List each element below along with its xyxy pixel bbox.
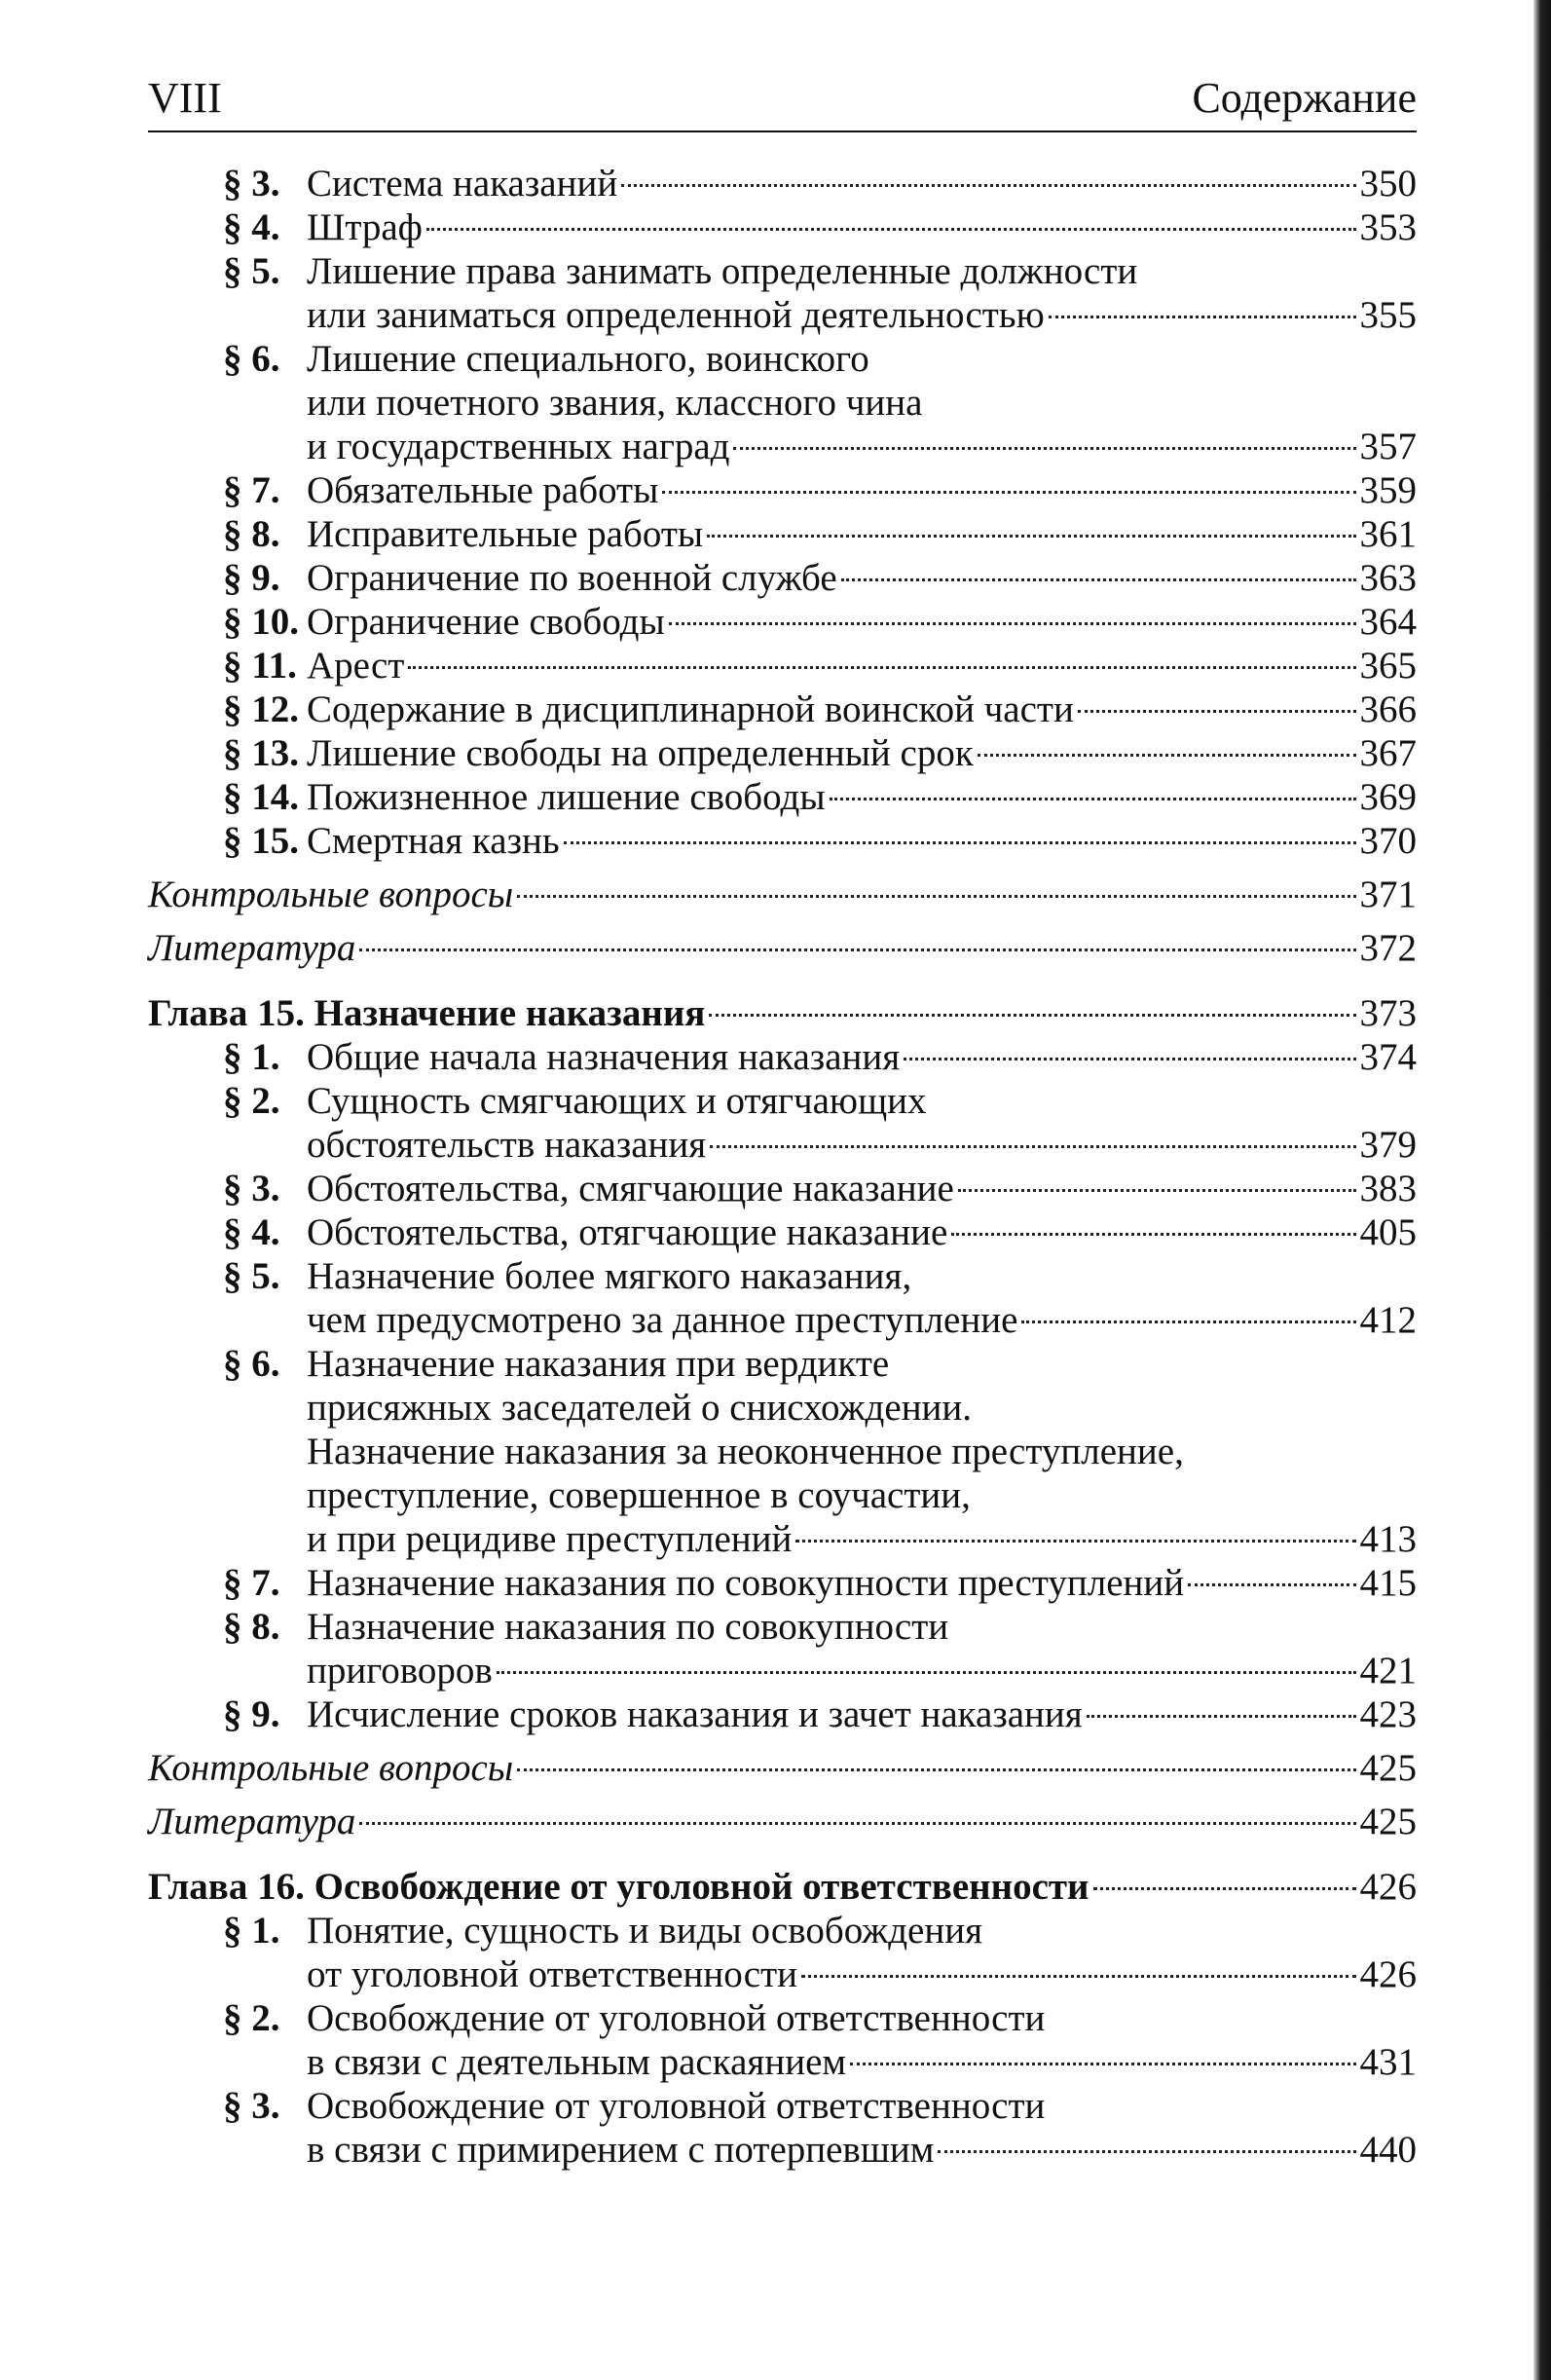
entry-title-line: преступление, совершенное в соучастии, [307,1474,971,1516]
entry-title-line: Лишение специального, воинского [307,338,869,380]
section-number: § 3. [223,163,280,205]
entry-title: чем предусмотрено за данное преступление [307,1299,1018,1341]
page-ref: 405 [1359,1211,1417,1253]
dot-leader [710,1145,1355,1148]
dot-leader [564,841,1356,844]
page-edge-shadow [1533,0,1551,2380]
entry-title: Арест [307,645,405,687]
dot-leader [978,754,1356,757]
dot-leader [497,1671,1356,1674]
entry-title-line: Назначение более мягкого наказания, [307,1255,912,1297]
toc-section[interactable] [148,1079,1417,1167]
entry-title: в связи с примирением с потерпевшим [307,2129,935,2171]
dot-leader [938,2150,1355,2153]
page-ref: 423 [1359,1693,1417,1735]
section-number: § 9. [223,1693,280,1735]
toc-section[interactable] [148,600,1417,644]
toc-section[interactable] [148,556,1417,600]
page-number: VIII [148,74,222,122]
page-ref: 383 [1359,1168,1417,1209]
toc-section[interactable] [148,1210,1417,1254]
toc-section[interactable] [148,1996,1417,2084]
dot-leader [1078,710,1356,713]
section-number: § 3. [223,1168,280,1209]
page-ref: 366 [1359,688,1417,730]
page-ref: 357 [1359,426,1417,467]
toc-misc-entry[interactable] [148,1746,1417,1790]
dot-leader [426,228,1356,231]
dot-leader [951,1233,1355,1236]
entry-title: обстоятельств наказания [307,1124,707,1166]
page-ref: 379 [1359,1124,1417,1166]
entry-title: Ограничение свободы [307,601,665,643]
page-ref: 355 [1359,294,1417,336]
entry-title: Обстоятельства, отягчающие наказание [307,1211,948,1253]
page-ref: 440 [1359,2129,1417,2171]
entry-title-line: Сущность смягчающих и отягчающих [307,1080,927,1122]
toc-section[interactable] [148,1254,1417,1342]
page-ref: 364 [1359,601,1417,643]
section-number: § 5. [223,1255,280,1297]
entry-title: Литература [148,1801,356,1842]
page-ref: 431 [1359,2041,1417,2083]
entry-title: и государственных наград [307,426,730,467]
toc-section[interactable] [148,1561,1417,1605]
page-ref: 413 [1359,1518,1417,1560]
toc-section[interactable] [148,1035,1417,1079]
section-number: § 1. [223,1036,280,1078]
toc-section[interactable] [148,1605,1417,1692]
page-ref: 353 [1359,206,1417,248]
toc-section[interactable] [148,644,1417,688]
section-number: § 7. [223,1562,280,1604]
entry-title-line: Назначение наказания за неоконченное преступление, [307,1431,1184,1472]
dot-leader [1021,1320,1355,1323]
page-ref: 370 [1359,820,1417,862]
section-number: § 11. [223,645,297,687]
dot-leader [709,1014,1355,1017]
page-ref: 367 [1359,732,1417,774]
section-number: § 4. [223,206,280,248]
page-ref: 359 [1359,469,1417,511]
entry-title: и при рецидиве преступлений [307,1518,793,1560]
toc-section[interactable] [148,1692,1417,1736]
page-ref: 425 [1359,1747,1417,1789]
section-number: § 9. [223,557,280,599]
toc-section[interactable] [148,249,1417,337]
dot-leader [841,578,1356,581]
table-of-contents [148,162,1417,2172]
section-number: § 15. [223,820,299,862]
page-ref: 369 [1359,776,1417,818]
toc-section[interactable] [148,819,1417,863]
toc-section[interactable] [148,775,1417,819]
page-ref: 361 [1359,513,1417,555]
dot-leader [1049,316,1356,318]
entry-title-line: Назначение наказания при вердикте [307,1343,890,1385]
entry-title: или заниматься определенной деятельностью [307,294,1045,336]
page-ref: 425 [1359,1801,1417,1842]
section-number: § 4. [223,1211,280,1253]
entry-title-line: Лишение права занимать определенные должности [307,250,1138,292]
entry-title-line: присяжных заседателей о снисхождении. [307,1387,973,1429]
page-ref: 415 [1359,1562,1417,1604]
entry-title-line: Освобождение от уголовной ответственности [307,2085,1046,2127]
page-ref: 412 [1359,1299,1417,1341]
entry-title: Штраф [307,206,423,248]
section-number: § 3. [223,2085,280,2127]
section-number: § 8. [223,513,280,555]
dot-leader [408,666,1355,669]
entry-title: Назначение наказания по совокупности преступлений [307,1562,1185,1604]
toc-section[interactable] [148,205,1417,249]
dot-leader [733,447,1355,450]
section-number: § 1. [223,1910,280,1952]
dot-leader [801,1975,1356,1978]
toc-section[interactable] [148,731,1417,775]
entry-title: Система наказаний [307,163,618,205]
section-number: § 5. [223,250,280,292]
entry-title: в связи с деятельным раскаянием [307,2041,847,2083]
dot-leader [359,948,1355,951]
dot-leader [850,2063,1355,2065]
dot-leader [621,184,1355,187]
entry-title: Ограничение по военной службе [307,557,837,599]
toc-chapter[interactable] [148,1865,1417,1909]
entry-title: Обстоятельства, смягчающие наказание [307,1168,954,1209]
entry-title: Глава 16. Освобождение от уголовной ответственности [148,1866,1089,1908]
entry-title: Контрольные вопросы [148,1747,514,1789]
dot-leader [1093,1887,1356,1890]
dot-leader [830,798,1356,800]
entry-title: Исчисление сроков наказания и зачет наказания [307,1693,1083,1735]
section-number: § 10. [223,601,299,643]
entry-title: приговоров [307,1650,493,1692]
dot-leader [958,1189,1356,1192]
toc-section[interactable] [148,1167,1417,1210]
entry-title: от уголовной ответственности [307,1953,797,1995]
page-ref: 374 [1359,1036,1417,1078]
toc-section[interactable] [148,1909,1417,1996]
entry-title: Общие начала назначения наказания [307,1036,901,1078]
page-ref: 365 [1359,645,1417,687]
page-ref: 421 [1359,1650,1417,1692]
entry-title-line: Освобождение от уголовной ответственности [307,1997,1046,2039]
entry-title: Литература [148,927,356,969]
section-number: § 12. [223,688,299,730]
section-number: § 14. [223,776,299,818]
toc-section[interactable] [148,337,1417,468]
toc-section[interactable] [148,688,1417,731]
entry-title: Содержание в дисциплинарной воинской части [307,688,1074,730]
page-ref: 426 [1359,1953,1417,1995]
toc-chapter[interactable] [148,991,1417,1035]
entry-title: Исправительные работы [307,513,704,555]
toc-section[interactable] [148,162,1417,205]
page-ref: 372 [1359,927,1417,969]
dot-leader [359,1822,1355,1825]
dot-leader [904,1058,1355,1060]
page-ref: 373 [1359,992,1417,1034]
page-ref: 426 [1359,1866,1417,1908]
dot-leader [517,1768,1355,1771]
entry-title-line: Понятие, сущность и виды освобождения [307,1910,983,1952]
toc-section[interactable] [148,1342,1417,1561]
dot-leader [662,491,1355,494]
entry-title: Пожизненное лишение свободы [307,776,826,818]
dot-leader [707,535,1355,538]
entry-title-line: Назначение наказания по совокупности [307,1606,949,1648]
toc-section[interactable] [148,2084,1417,2172]
dot-leader [795,1540,1355,1543]
entry-title: Лишение свободы на определенный срок [307,732,974,774]
section-number: § 6. [223,338,280,380]
toc-misc-entry[interactable] [148,873,1417,916]
toc-misc-entry[interactable] [148,1800,1417,1843]
section-number: § 2. [223,1080,280,1122]
entry-title: Глава 15. Назначение наказания [148,992,706,1034]
section-number: § 7. [223,469,280,511]
page-ref: 371 [1359,874,1417,915]
page-ref: 350 [1359,163,1417,205]
section-number: § 8. [223,1606,280,1648]
entry-title: Смертная казнь [307,820,560,862]
running-title: Содержание [1192,74,1417,122]
dot-leader [669,622,1356,625]
section-number: § 2. [223,1997,280,2039]
toc-misc-entry[interactable] [148,926,1417,970]
dot-leader [1087,1715,1356,1718]
toc-section[interactable] [148,512,1417,556]
section-number: § 13. [223,732,299,774]
dot-leader [1188,1583,1355,1586]
entry-title: Контрольные вопросы [148,874,514,915]
entry-title: Обязательные работы [307,469,659,511]
section-number: § 6. [223,1343,280,1385]
entry-title-line: или почетного звания, классного чина [307,382,923,424]
dot-leader [517,895,1355,898]
page-ref: 363 [1359,557,1417,599]
running-header [148,68,1417,132]
toc-section[interactable] [148,468,1417,512]
